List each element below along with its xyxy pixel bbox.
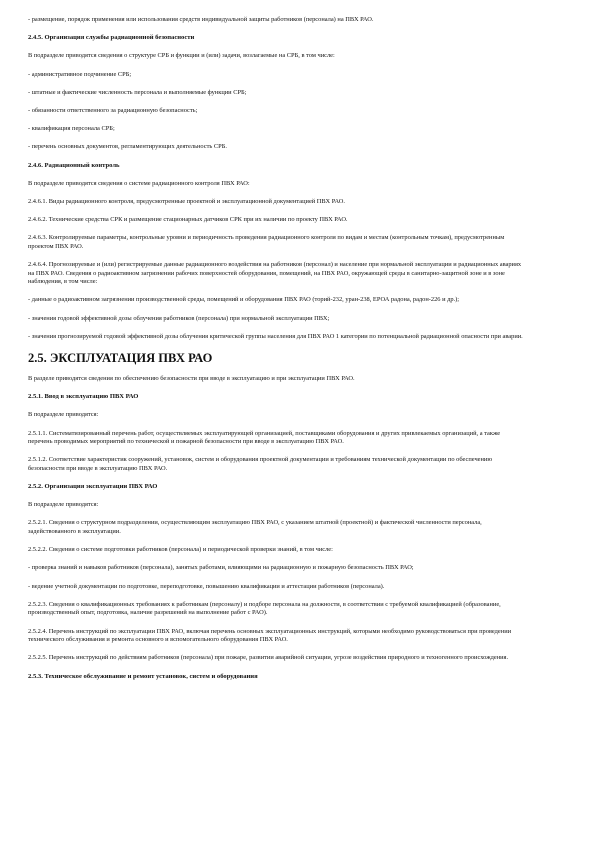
paragraph: - проверка знаний и навыков работников (персонала), занятых работами, влияющими на радиационную и пожарную безопасность ПВХ РАО;	[28, 564, 414, 572]
paragraph: - размещение, порядок применения или использования средств индивидуальной защиты работников (персонала) на ПВХ РАО.	[28, 16, 374, 23]
paragraph: - данные о радиоактивном загрязнении производственной среды, помещений и оборудования ПВХ РАО (торий-232, уран-238, ЕРОА радона, радон-226 и др.);	[28, 296, 460, 304]
section-heading: 2.5. ЭКСПЛУАТАЦИЯ ПВХ РАО	[28, 350, 213, 365]
paragraph: 2.5.2.5. Перечень инструкций по действиям работников (персонала) при пожаре, развитии аварийной ситуации, угрозе воздействия природного и техногенного происхождения.	[28, 654, 509, 662]
paragraph: - штатные и фактические численность персонала и выполняемые функции СРБ;	[28, 88, 247, 96]
paragraph: 2.4.6.2. Технические средства СРК и размещение стационарных датчиков СРК при их наличии по проекту ПВХ РАО.	[28, 216, 348, 224]
paragraph: 2.4.6.4. Прогнозируемые и (или) регистрируемые данные радиационного воздействия на работников (персонал) и население при нормальной эксплуатации и радиационных авариях на ПВХ РАО. Сведения о радиоактивном загрязнении рабочих поверхностей оборудования, помещений, на ПВХ РАО, окружающей среды в санитарно-защитной зоне и в зоне наблюдения, в том числе:	[28, 261, 522, 286]
paragraph: 2.5.1.2. Соответствие характеристик сооружений, установок, систем и оборудования проектной документации и требованиям технической документации по обеспечению безопасности при вводе в эксплуатацию ПВХ РАО.	[28, 456, 493, 472]
subsection-heading: 2.5.2. Организация эксплуатации ПВХ РАО	[28, 483, 158, 491]
paragraph: - значения прогнозируемой годовой эффективной дозы облучения критической группы населения для ПВХ РАО 1 категории по потенциальной радиационной опасности при аварии.	[28, 332, 523, 340]
paragraph: 2.5.2.4. Перечень инструкций по эксплуатации ПВХ РАО, включая перечень основных эксплуатационных инструкций, которыми необходимо руководствоваться при проведении технического обслуживания и ремонта основного и вспомогательного оборудования ПВХ РАО.	[28, 627, 512, 644]
paragraph: - значения годовой эффективной дозы облучения работников (персонала) при нормальной эксплуатации ПВХ;	[28, 314, 330, 322]
paragraph: - обязанности ответственного за радиационную безопасность;	[28, 106, 198, 114]
paragraph: В разделе приводятся сведения по обеспечению безопасности при вводе в эксплуатацию и при эксплуатации ПВХ РАО.	[28, 374, 355, 382]
paragraph: - перечень основных документов, регламентирующих деятельность СРБ.	[28, 143, 227, 151]
paragraph: В подразделе приводятся сведения о системе радиационного контроля ПВХ РАО:	[28, 179, 250, 187]
paragraph: - административное подчинение СРБ;	[28, 70, 132, 78]
paragraph: 2.4.6.1. Виды радиационного контроля, предусмотренные проектной и эксплуатационной документацией ПВХ РАО.	[28, 197, 345, 205]
paragraph: - ведение учетной документации по подготовке, переподготовке, повышению квалификации и аттестации работников (персонала).	[28, 582, 385, 590]
subsection-heading: 2.4.5. Организация службы радиационной безопасности	[28, 34, 195, 42]
subsection-heading: 2.5.1. Ввод в эксплуатацию ПВХ РАО	[28, 393, 139, 401]
paragraph: В подразделе приводятся:	[28, 501, 99, 509]
paragraph: 2.4.6.3. Контролируемые параметры, контрольные уровни и периодичность проведения радиационного контроля по видам и местам (контрольным точкам), предусмотренным проектом ПВХ РАО.	[28, 234, 505, 250]
subsection-heading: 2.5.3. Техническое обслуживание и ремонт установок, систем и оборудования	[28, 672, 258, 680]
paragraph: В подразделе приводятся:	[28, 411, 99, 419]
paragraph: 2.5.2.2. Сведения о системе подготовки работников (персонала) и периодической проверки знаний, в том числе:	[28, 546, 333, 554]
paragraph: В подразделе приводятся сведения о структуре СРБ и функции и (или) задачи, возлагаемые на СРБ, в том числе:	[28, 52, 335, 60]
paragraph: 2.5.2.3. Сведения о квалификационных требованиях к работникам (персоналу) и подборе персонала на должности, в соответствии с требуемой квалификацией (образование, производственный опыт, подготовка, наличие разрешений на выполнение работ с РАО).	[28, 600, 501, 617]
paragraph: 2.5.2.1. Сведения о структурном подразделении, осуществляющим эксплуатацию ПВХ РАО, с указанием штатной (проектной) и фактической численности персонала, задействованного в эксплуатации.	[28, 519, 482, 536]
paragraph: 2.5.1.1. Систематизированный перечень работ, осуществляемых эксплуатирующей организацией, поставщиками оборудования и других привлекаемых организаций, а также перечень проводимых мероприятий по технической и пожарной безопасности при вводе в эксплуатацию ПВХ РАО.	[28, 429, 501, 446]
subsection-heading: 2.4.6. Радиационный контроль	[28, 161, 120, 169]
paragraph: - квалификация персонала СРБ;	[28, 125, 115, 133]
